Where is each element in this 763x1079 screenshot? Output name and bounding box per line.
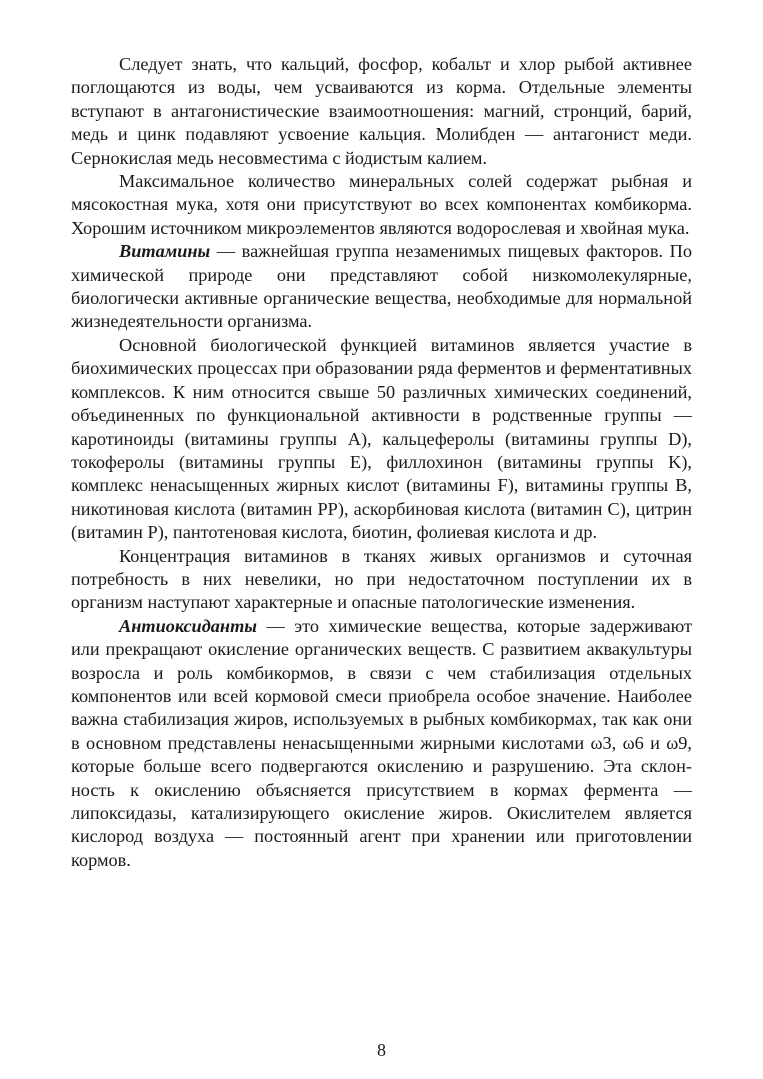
paragraph-vitamins-definition-text: — важнейшая группа незаменимых пищевых факторов. По химической природе они представляют собой низкомолекулярные, биологически активные органические вещества, необходимые для нормальной жизнедеятельности организма. (71, 241, 692, 332)
paragraph-mineral-sources: Максимальное количество минеральных солей содержат рыбная и мясокостная мука, хотя они присутствуют во всех компонентах комбикорма. Хорошим источником микроэлементов являются водорослевая и хвойная мука. (71, 171, 692, 238)
paragraph-vitamins-definition (71, 240, 692, 334)
paragraph-vitamins-function: Основной биологической функцией витаминов является участие в биохимических процессах при образовании ряда ферментов и ферментативных комплексов. К ним относится свыше 50 различных химических соединений, объединенных по функциональной активности в родственные группы — каротиноиды (витамины группы A), кальцеферолы (витамины группы D), токоферолы (витамины группы E), филлохинон (витамины группы K), комплекс ненасыщенных жирных кислот (витамины F), витамины группы B, никотиновая кислота (витамин PP), аскорбиновая кислота (витамин C), цитрин (витамин P), пантотеновая кислота, биотин, фолиевая кислота и др. (71, 334, 692, 543)
paragraph-antioxidants (71, 615, 692, 872)
page-body (71, 53, 692, 872)
paragraph-vitamins-concentration: Концентрация витаминов в тканях живых организмов и суточная потребность в них невелики, но при недостаточном поступлении их в организм наступают характерные и опасные патологические изменения. (71, 545, 692, 613)
term-antioxidants: Антиоксиданты (119, 615, 257, 636)
page-number: 8 (377, 1040, 386, 1060)
paragraph-minerals-absorption: Следует знать, что кальций, фосфор, кобальт и хлор рыбой активнее поглощаются из воды, чем усваиваются из корма. Отдельные элементы вступают в антагонистические взаимоотношения: магний, стронций, барий, медь и цинк подавляют усвоение кальция. Молибден — антагонист меди. Сернокислая медь несовместима с йодистым калием. (71, 54, 692, 168)
paragraph-antioxidants-text: — это химические вещества, которые задерживают или прекращают окисление органических веществ. С развитием аквакультуры возросла и роль комбикормов, в связи с чем стабилизация отдельных компонентов или всей кормовой смеси приобрела особое значение. Наиболее важна стабилизация жиров, используемых в рыбных комбикормах, так как они в основном представлены ненасыщенными жирными кислотами ω3, ω6 и ω9, которые больше всего подвергаются окислению и разрушению. Эта склонность к окислению объясняется присутствием в кормах фермента — липоксидазы, катализирующего окисление жиров. Окислителем является кислород воздуха — постоянный агент при хранении или приготовлении кормов. (71, 615, 692, 870)
term-vitamins: Витамины (119, 241, 211, 262)
